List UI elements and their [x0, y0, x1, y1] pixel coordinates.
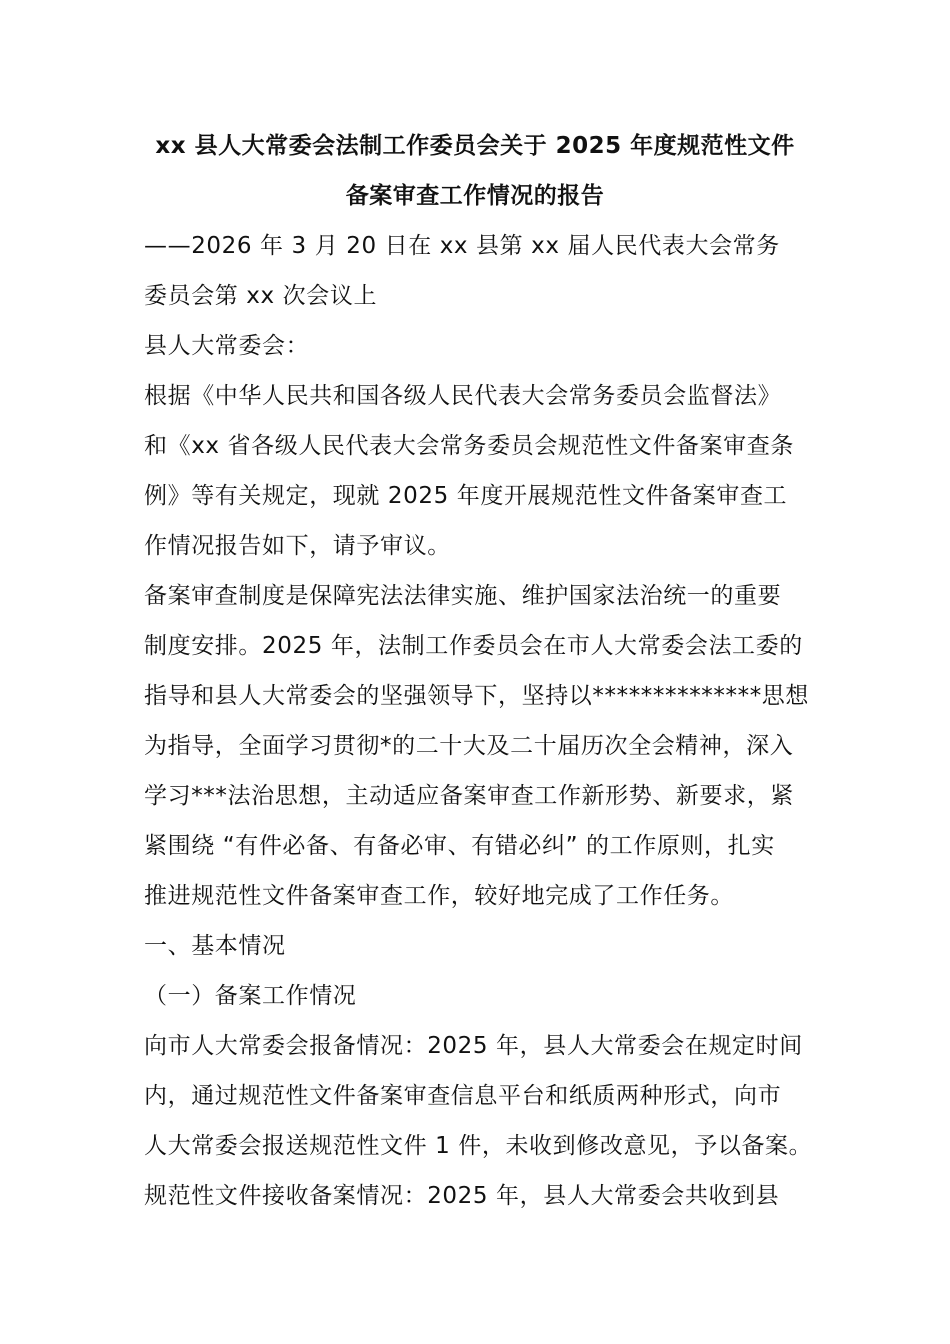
body-line: 和《xx 省各级人民代表大会常务委员会规范性文件备案审查条 — [144, 433, 794, 459]
body-line: 内，通过规范性文件备案审查信息平台和纸质两种形式，向市 — [144, 1083, 782, 1109]
body-line: 备案审查制度是保障宪法法律实施、维护国家法治统一的重要 — [144, 583, 782, 609]
subsection-heading: （一）备案工作情况 — [144, 983, 357, 1009]
section-heading: 一、基本情况 — [144, 933, 286, 959]
body-line: 规范性文件接收备案情况：2025 年，县人大常委会共收到县 — [144, 1183, 780, 1209]
subtitle-line-1: ——2026 年 3 月 20 日在 xx 县第 xx 届人民代表大会常务 — [144, 233, 780, 259]
subtitle-line-2: 委员会第 xx 次会议上 — [144, 283, 378, 309]
salutation: 县人大常委会： — [144, 333, 310, 359]
body-line: 人大常委会报送规范性文件 1 件，未收到修改意见，予以备案。 — [144, 1133, 813, 1159]
body-line: 例》等有关规定，现就 2025 年度开展规范性文件备案审查工 — [144, 483, 788, 509]
body-line: 为指导，全面学习贯彻*的二十大及二十届历次全会精神，深入 — [144, 733, 794, 759]
title-line-2: 备案审查工作情况的报告 — [345, 183, 605, 209]
body-line: 学习***法治思想，主动适应备案审查工作新形势、新要求，紧 — [144, 783, 794, 809]
body-line: 紧围绕 “有件必备、有备必审、有错必纠” 的工作原则，扎实 — [144, 833, 775, 859]
body-line: 推进规范性文件备案审查工作，较好地完成了工作任务。 — [144, 883, 734, 909]
body-line: 制度安排。2025 年，法制工作委员会在市人大常委会法工委的 — [144, 633, 803, 659]
body-line: 作情况报告如下，请予审议。 — [144, 533, 451, 559]
body-line: 指导和县人大常委会的坚强领导下，坚持以**************思想 — [144, 683, 809, 709]
body-line: 向市人大常委会报备情况：2025 年，县人大常委会在规定时间 — [144, 1033, 803, 1059]
body-line: 根据《中华人民共和国各级人民代表大会常务委员会监督法》 — [144, 383, 782, 409]
title-line-1: xx 县人大常委会法制工作委员会关于 2025 年度规范性文件 — [155, 133, 795, 159]
